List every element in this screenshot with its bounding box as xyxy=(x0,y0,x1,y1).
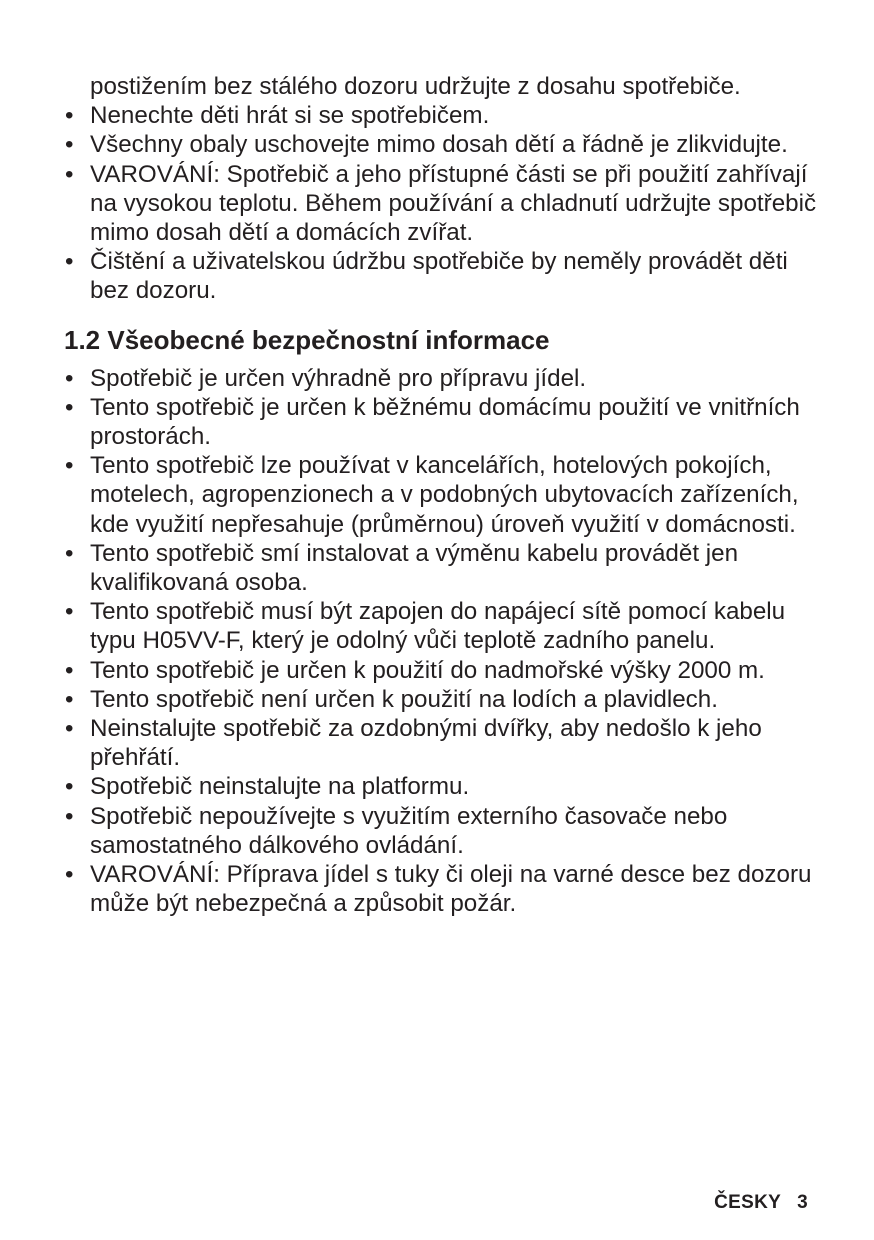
section-heading: 1.2 Všeobecné bezpečnostní informace xyxy=(64,324,550,355)
list-item: • Neinstalujte spotřebič za ozdobnými dvířky, aby nedošlo k jeho přehřátí. xyxy=(62,714,822,772)
page-footer xyxy=(714,1192,808,1214)
footer-language: ČESKY xyxy=(714,1192,782,1213)
list-item: • VAROVÁNÍ: Spotřebič a jeho přístupné části se při použití zahřívají na vysokou teplotu. Během používání a chladnutí udržujte spotřebič mimo dosah dětí a domácích zvířat. xyxy=(62,160,822,248)
intro-list xyxy=(62,72,822,306)
list-item: • Tento spotřebič smí instalovat a výměnu kabelu provádět jen kvalifikovaná osoba. xyxy=(62,539,822,597)
list-item: • Spotřebič neinstalujte na platformu. xyxy=(62,772,822,801)
list-item: postižením bez stálého dozoru udržujte z dosahu spotřebiče. xyxy=(90,73,741,100)
list-item: • Všechny obaly uschovejte mimo dosah dětí a řádně je zlikvidujte. xyxy=(62,130,822,159)
page-number: 3 xyxy=(797,1192,808,1213)
list-item: • Tento spotřebič musí být zapojen do napájecí sítě pomocí kabelu typu H05VV-F, který je odolný vůči teplotě zadního panelu. xyxy=(62,597,822,655)
list-item: • Spotřebič je určen výhradně pro přípravu jídel. xyxy=(62,364,822,393)
list-item: • Čištění a uživatelskou údržbu spotřebiče by neměly provádět děti bez dozoru. xyxy=(62,247,822,305)
list-item: • Tento spotřebič není určen k použití na lodích a plavidlech. xyxy=(62,685,822,714)
document-body xyxy=(62,72,822,918)
list-item: • Tento spotřebič je určen k použití do nadmořské výšky 2000 m. xyxy=(62,656,822,685)
list-item: • VAROVÁNÍ: Příprava jídel s tuky či oleji na varné desce bez dozoru může být nebezpečná a způsobit požár. xyxy=(62,860,822,918)
safety-list xyxy=(62,364,822,919)
list-item: • Tento spotřebič lze používat v kancelářích, hotelových pokojích, motelech, agropenzionech a v podobných ubytovacích zařízeních, kde využití nepřesahuje (průměrnou) úroveň využití v domácnosti. xyxy=(62,451,822,539)
list-item: • Nenechte děti hrát si se spotřebičem. xyxy=(62,101,822,130)
list-item: • Spotřebič nepoužívejte s využitím externího časovače nebo samostatného dálkového ovládání. xyxy=(62,802,822,860)
list-item: • Tento spotřebič je určen k běžnému domácímu použití ve vnitřních prostorách. xyxy=(62,393,822,451)
